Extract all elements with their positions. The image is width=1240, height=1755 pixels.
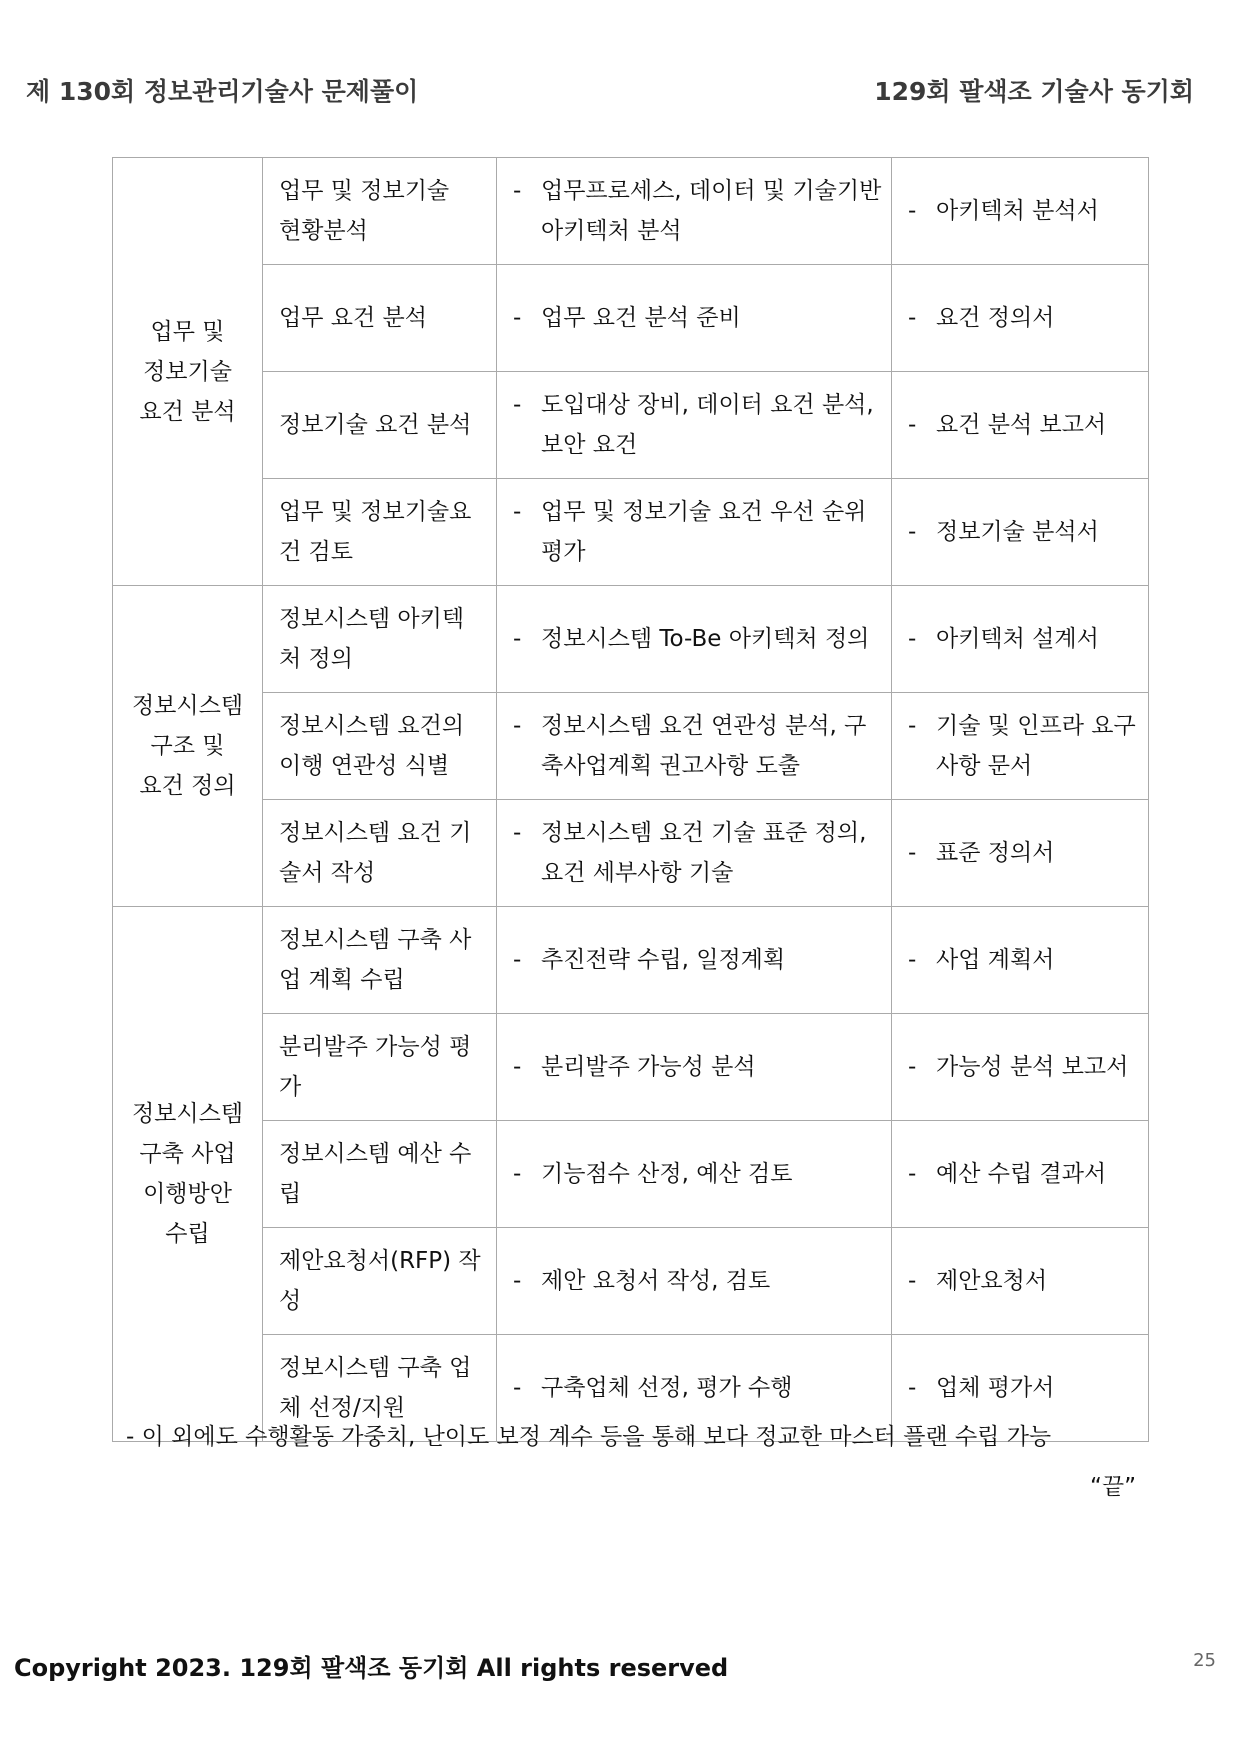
task-text: 기능점수 산정, 예산 검토	[541, 1161, 793, 1187]
output-text: 표준 정의서	[936, 840, 1055, 866]
activity-text: 업무 요건 분석	[279, 305, 427, 331]
task-cell	[497, 372, 892, 479]
task-text: 업무 및 정보기술 요건 우선 순위 평가	[541, 499, 867, 565]
activity-cell	[263, 800, 497, 907]
activity-text: 정보시스템 아키텍처 정의	[279, 606, 465, 672]
table-row	[113, 158, 1149, 265]
page-number: 25	[1193, 1650, 1216, 1671]
end-mark: “끝”	[1089, 1474, 1136, 1500]
bullet-dash: -	[908, 519, 917, 545]
activity-cell	[263, 586, 497, 693]
activity-cell	[263, 1228, 497, 1335]
output-cell	[892, 586, 1149, 693]
task-cell	[497, 693, 892, 800]
bullet-dash: -	[908, 1054, 917, 1080]
bullet-dash: -	[513, 947, 522, 973]
task-cell	[497, 265, 892, 372]
group-cell	[113, 158, 263, 586]
bullet-dash: -	[513, 1054, 522, 1080]
task-cell	[497, 907, 892, 1014]
output-text: 정보기술 분석서	[936, 519, 1099, 545]
footer-copyright: Copyright 2023. 129회 팔색조 동기회 All rights reserved	[14, 1654, 729, 1682]
output-text: 제안요청서	[936, 1268, 1048, 1294]
output-cell	[892, 265, 1149, 372]
activity-cell	[263, 158, 497, 265]
output-cell	[892, 907, 1149, 1014]
bullet-dash: -	[908, 626, 917, 652]
output-text: 업체 평가서	[936, 1375, 1055, 1401]
task-cell	[497, 1228, 892, 1335]
table-row	[113, 800, 1149, 907]
bullet-dash: -	[513, 1268, 522, 1294]
table-row	[113, 265, 1149, 372]
output-text: 요건 정의서	[936, 305, 1055, 331]
bullet-dash: -	[908, 840, 917, 866]
bullet-dash: -	[513, 178, 522, 204]
bullet-dash: -	[908, 713, 917, 739]
master-plan-table	[112, 157, 1149, 1442]
header-left-title: 제 130회 정보관리기술사 문제풀이	[26, 77, 419, 106]
table-row	[113, 372, 1149, 479]
bullet-dash: -	[513, 820, 522, 846]
output-text: 요건 분석 보고서	[936, 412, 1107, 438]
bullet-dash: -	[513, 305, 522, 331]
task-cell	[497, 1121, 892, 1228]
output-text: 아키텍처 설계서	[936, 626, 1099, 652]
activity-text: 정보시스템 예산 수립	[279, 1141, 472, 1207]
task-text: 정보시스템 요건 연관성 분석, 구축사업계획 권고사항 도출	[541, 713, 867, 779]
bullet-dash: -	[908, 412, 917, 438]
output-cell	[892, 1014, 1149, 1121]
bullet-dash: -	[908, 1268, 917, 1294]
output-cell	[892, 372, 1149, 479]
output-text: 예산 수립 결과서	[936, 1161, 1107, 1187]
output-text: 기술 및 인프라 요구사항 문서	[936, 713, 1136, 779]
output-cell	[892, 1228, 1149, 1335]
table-row	[113, 907, 1149, 1014]
group-cell	[113, 586, 263, 907]
output-cell	[892, 693, 1149, 800]
activity-cell	[263, 1121, 497, 1228]
task-text: 구축업체 선정, 평가 수행	[541, 1375, 793, 1401]
bullet-dash: -	[513, 1375, 522, 1401]
header-right-title: 129회 팔색조 기술사 동기회	[874, 77, 1194, 106]
table-row	[113, 1014, 1149, 1121]
task-text: 업무 요건 분석 준비	[541, 305, 741, 331]
activity-cell	[263, 693, 497, 800]
output-text: 아키텍처 분석서	[936, 198, 1099, 224]
table-row	[113, 1228, 1149, 1335]
activity-cell	[263, 907, 497, 1014]
group-name: 정보시스템 구축 사업 이행방안 수립	[131, 1101, 244, 1247]
activity-text: 정보시스템 요건의 이행 연관성 식별	[279, 713, 465, 779]
activity-cell	[263, 265, 497, 372]
output-text: 가능성 분석 보고서	[936, 1054, 1129, 1080]
table-row	[113, 586, 1149, 693]
task-text: 정보시스템 요건 기술 표준 정의, 요건 세부사항 기술	[541, 820, 867, 886]
table-row	[113, 479, 1149, 586]
bullet-dash: -	[513, 499, 522, 525]
output-cell	[892, 1121, 1149, 1228]
table-row	[113, 693, 1149, 800]
task-text: 도입대상 장비, 데이터 요건 분석, 보안 요건	[541, 392, 874, 458]
activity-text: 분리발주 가능성 평가	[279, 1034, 472, 1100]
task-cell	[497, 586, 892, 693]
activity-text: 업무 및 정보기술요건 검토	[279, 499, 472, 565]
output-text: 사업 계획서	[936, 947, 1055, 973]
task-text: 업무프로세스, 데이터 및 기술기반 아키텍처 분석	[541, 178, 882, 244]
task-text: 추진전략 수립, 일정계획	[541, 947, 786, 973]
bullet-dash: -	[908, 1375, 917, 1401]
output-cell	[892, 479, 1149, 586]
bullet-dash: -	[513, 713, 522, 739]
output-cell	[892, 800, 1149, 907]
bullet-dash: -	[513, 626, 522, 652]
table-row	[113, 1121, 1149, 1228]
activity-text: 정보시스템 요건 기술서 작성	[279, 820, 472, 886]
task-text: 분리발주 가능성 분석	[541, 1054, 756, 1080]
task-cell	[497, 158, 892, 265]
activity-text: 정보시스템 구축 사업 계획 수립	[279, 927, 472, 993]
output-cell	[892, 158, 1149, 265]
activity-text: 업무 및 정보기술 현황분석	[279, 178, 450, 244]
activity-cell	[263, 479, 497, 586]
task-cell	[497, 800, 892, 907]
bullet-dash: -	[908, 305, 917, 331]
activity-text: 제안요청서(RFP) 작성	[279, 1248, 481, 1314]
group-cell	[113, 907, 263, 1442]
activity-cell	[263, 1014, 497, 1121]
task-text: 제안 요청서 작성, 검토	[541, 1268, 771, 1294]
bullet-dash: -	[908, 1161, 917, 1187]
note-text: - 이 외에도 수행활동 가중치, 난이도 보정 계수 등을 통해 보다 정교한 마스터 플랜 수립 가능	[126, 1424, 1052, 1450]
bullet-dash: -	[513, 1161, 522, 1187]
activity-text: 정보시스템 구축 업체 선정/지원	[279, 1355, 472, 1421]
task-cell	[497, 1014, 892, 1121]
bullet-dash: -	[908, 947, 917, 973]
task-cell	[497, 479, 892, 586]
bullet-dash: -	[513, 392, 522, 418]
bullet-dash: -	[908, 198, 917, 224]
activity-text: 정보기술 요건 분석	[279, 412, 472, 438]
activity-cell	[263, 372, 497, 479]
group-name: 정보시스템 구조 및 요건 정의	[131, 693, 244, 799]
task-text: 정보시스템 To-Be 아키텍처 정의	[541, 626, 870, 652]
group-name: 업무 및 정보기술 요건 분석	[139, 318, 236, 425]
